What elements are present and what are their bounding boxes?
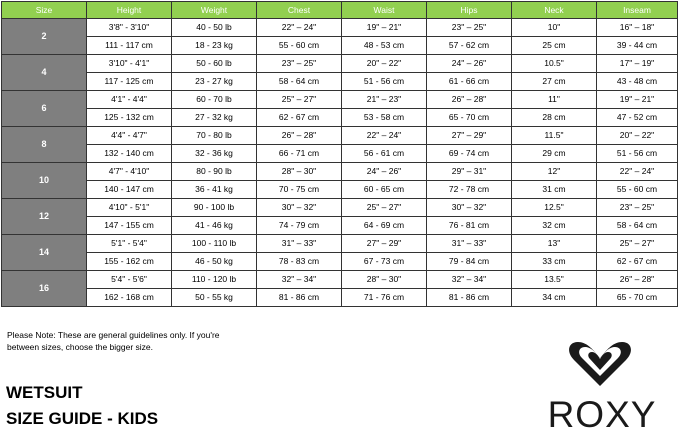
table-row — [2, 271, 678, 289]
neck-imperial-cell: 13.5" — [512, 271, 597, 289]
weight-metric-cell: 41 - 46 kg — [172, 217, 257, 235]
table-row — [2, 289, 678, 307]
weight-metric-cell: 36 - 41 kg — [172, 181, 257, 199]
inseam-metric-cell: 51 - 56 cm — [597, 145, 678, 163]
table-row — [2, 163, 678, 181]
column-header-weight: Weight — [172, 2, 257, 19]
waist-imperial-cell: 19" – 21" — [342, 19, 427, 37]
waist-imperial-cell: 22" – 24" — [342, 127, 427, 145]
waist-imperial-cell: 25" – 27" — [342, 199, 427, 217]
hips-imperial-cell: 29" – 31" — [427, 163, 512, 181]
table-body — [2, 19, 678, 307]
height-metric-cell: 140 - 147 cm — [87, 181, 172, 199]
waist-imperial-cell: 24" – 26" — [342, 163, 427, 181]
chest-metric-cell: 81 - 86 cm — [257, 289, 342, 307]
table-row — [2, 235, 678, 253]
neck-imperial-cell: 11" — [512, 91, 597, 109]
chest-imperial-cell: 32" – 34" — [257, 271, 342, 289]
weight-metric-cell: 23 - 27 kg — [172, 73, 257, 91]
hips-imperial-cell: 27" – 29" — [427, 127, 512, 145]
table-row — [2, 199, 678, 217]
title-line-1: WETSUIT — [6, 383, 83, 402]
chest-imperial-cell: 28" – 30" — [257, 163, 342, 181]
chest-imperial-cell: 22" – 24" — [257, 19, 342, 37]
weight-metric-cell: 32 - 36 kg — [172, 145, 257, 163]
height-imperial-cell: 3'8" - 3'10" — [87, 19, 172, 37]
table-row — [2, 253, 678, 271]
inseam-metric-cell: 47 - 52 cm — [597, 109, 678, 127]
table-row — [2, 217, 678, 235]
hips-metric-cell: 81 - 86 cm — [427, 289, 512, 307]
neck-metric-cell: 34 cm — [512, 289, 597, 307]
neck-metric-cell: 25 cm — [512, 37, 597, 55]
table-row — [2, 181, 678, 199]
table-row — [2, 73, 678, 91]
roxy-heart-logo-icon — [560, 340, 640, 390]
neck-metric-cell: 31 cm — [512, 181, 597, 199]
hips-metric-cell: 69 - 74 cm — [427, 145, 512, 163]
waist-imperial-cell: 27" – 29" — [342, 235, 427, 253]
height-imperial-cell: 4'7" - 4'10" — [87, 163, 172, 181]
neck-metric-cell: 32 cm — [512, 217, 597, 235]
neck-imperial-cell: 10" — [512, 19, 597, 37]
inseam-metric-cell: 39 - 44 cm — [597, 37, 678, 55]
size-cell: 10 — [2, 163, 87, 199]
hips-metric-cell: 65 - 70 cm — [427, 109, 512, 127]
inseam-imperial-cell: 26" – 28" — [597, 271, 678, 289]
hips-metric-cell: 72 - 78 cm — [427, 181, 512, 199]
inseam-imperial-cell: 22" – 24" — [597, 163, 678, 181]
height-imperial-cell: 4'4" - 4'7" — [87, 127, 172, 145]
chest-metric-cell: 78 - 83 cm — [257, 253, 342, 271]
chest-metric-cell: 70 - 75 cm — [257, 181, 342, 199]
table-row — [2, 145, 678, 163]
inseam-metric-cell: 65 - 70 cm — [597, 289, 678, 307]
weight-imperial-cell: 70 - 80 lb — [172, 127, 257, 145]
height-metric-cell: 117 - 125 cm — [87, 73, 172, 91]
inseam-imperial-cell: 20" – 22" — [597, 127, 678, 145]
hips-imperial-cell: 31" – 33" — [427, 235, 512, 253]
hips-imperial-cell: 30" – 32" — [427, 199, 512, 217]
inseam-imperial-cell: 25" – 27" — [597, 235, 678, 253]
waist-metric-cell: 53 - 58 cm — [342, 109, 427, 127]
waist-imperial-cell: 28" – 30" — [342, 271, 427, 289]
height-imperial-cell: 3'10" - 4'1" — [87, 55, 172, 73]
roxy-logo-text: ROXY — [547, 394, 657, 435]
chest-metric-cell: 74 - 79 cm — [257, 217, 342, 235]
chest-metric-cell: 62 - 67 cm — [257, 109, 342, 127]
height-metric-cell: 147 - 155 cm — [87, 217, 172, 235]
waist-metric-cell: 64 - 69 cm — [342, 217, 427, 235]
column-header-chest: Chest — [257, 2, 342, 19]
inseam-metric-cell: 62 - 67 cm — [597, 253, 678, 271]
chest-imperial-cell: 25" – 27" — [257, 91, 342, 109]
neck-metric-cell: 33 cm — [512, 253, 597, 271]
neck-imperial-cell: 10.5" — [512, 55, 597, 73]
waist-metric-cell: 48 - 53 cm — [342, 37, 427, 55]
hips-imperial-cell: 23" – 25" — [427, 19, 512, 37]
size-cell: 4 — [2, 55, 87, 91]
size-cell: 14 — [2, 235, 87, 271]
waist-metric-cell: 71 - 76 cm — [342, 289, 427, 307]
title-line-2: SIZE GUIDE - KIDS — [6, 409, 159, 428]
neck-imperial-cell: 12.5" — [512, 199, 597, 217]
size-cell: 16 — [2, 271, 87, 307]
size-cell: 8 — [2, 127, 87, 163]
hips-imperial-cell: 32" – 34" — [427, 271, 512, 289]
waist-metric-cell: 51 - 56 cm — [342, 73, 427, 91]
neck-imperial-cell: 13" — [512, 235, 597, 253]
inseam-imperial-cell: 16" – 18" — [597, 19, 678, 37]
weight-imperial-cell: 90 - 100 lb — [172, 199, 257, 217]
hips-metric-cell: 61 - 66 cm — [427, 73, 512, 91]
chest-imperial-cell: 23" – 25" — [257, 55, 342, 73]
height-metric-cell: 162 - 168 cm — [87, 289, 172, 307]
chest-metric-cell: 58 - 64 cm — [257, 73, 342, 91]
table-row — [2, 109, 678, 127]
chest-imperial-cell: 31" – 33" — [257, 235, 342, 253]
weight-imperial-cell: 100 - 110 lb — [172, 235, 257, 253]
column-header-inseam: Inseam — [597, 2, 678, 19]
waist-metric-cell: 56 - 61 cm — [342, 145, 427, 163]
size-guide-table — [1, 1, 678, 307]
column-header-hips: Hips — [427, 2, 512, 19]
height-metric-cell: 155 - 162 cm — [87, 253, 172, 271]
inseam-imperial-cell: 17" – 19" — [597, 55, 678, 73]
hips-metric-cell: 57 - 62 cm — [427, 37, 512, 55]
table-row — [2, 19, 678, 37]
table-row — [2, 37, 678, 55]
weight-metric-cell: 50 - 55 kg — [172, 289, 257, 307]
neck-metric-cell: 27 cm — [512, 73, 597, 91]
column-header-waist: Waist — [342, 2, 427, 19]
note-line-2: between sizes, choose the bigger size. — [7, 342, 154, 352]
neck-metric-cell: 29 cm — [512, 145, 597, 163]
waist-imperial-cell: 21" – 23" — [342, 91, 427, 109]
height-imperial-cell: 4'10" - 5'1" — [87, 199, 172, 217]
waist-imperial-cell: 20" – 22" — [342, 55, 427, 73]
size-cell: 6 — [2, 91, 87, 127]
weight-imperial-cell: 60 - 70 lb — [172, 91, 257, 109]
waist-metric-cell: 60 - 65 cm — [342, 181, 427, 199]
neck-imperial-cell: 11.5" — [512, 127, 597, 145]
weight-metric-cell: 18 - 23 kg — [172, 37, 257, 55]
column-header-size: Size — [2, 2, 87, 19]
chest-imperial-cell: 30" – 32" — [257, 199, 342, 217]
weight-imperial-cell: 80 - 90 lb — [172, 163, 257, 181]
hips-metric-cell: 79 - 84 cm — [427, 253, 512, 271]
inseam-metric-cell: 43 - 48 cm — [597, 73, 678, 91]
table-header-row — [2, 2, 678, 19]
waist-metric-cell: 67 - 73 cm — [342, 253, 427, 271]
table-row — [2, 127, 678, 145]
height-metric-cell: 125 - 132 cm — [87, 109, 172, 127]
weight-metric-cell: 27 - 32 kg — [172, 109, 257, 127]
neck-metric-cell: 28 cm — [512, 109, 597, 127]
table-row — [2, 91, 678, 109]
height-imperial-cell: 4'1" - 4'4" — [87, 91, 172, 109]
height-metric-cell: 111 - 117 cm — [87, 37, 172, 55]
height-imperial-cell: 5'4" - 5'6" — [87, 271, 172, 289]
note-line-1: Please Note: These are general guidelines only. If you're — [7, 330, 220, 340]
size-note — [7, 329, 307, 353]
column-header-neck: Neck — [512, 2, 597, 19]
page-title — [6, 380, 158, 432]
size-cell: 12 — [2, 199, 87, 235]
hips-metric-cell: 76 - 81 cm — [427, 217, 512, 235]
table-row — [2, 55, 678, 73]
chest-metric-cell: 66 - 71 cm — [257, 145, 342, 163]
chest-imperial-cell: 26" – 28" — [257, 127, 342, 145]
size-cell: 2 — [2, 19, 87, 55]
weight-metric-cell: 46 - 50 kg — [172, 253, 257, 271]
inseam-metric-cell: 58 - 64 cm — [597, 217, 678, 235]
height-imperial-cell: 5'1" - 5'4" — [87, 235, 172, 253]
inseam-imperial-cell: 19" – 21" — [597, 91, 678, 109]
chest-metric-cell: 55 - 60 cm — [257, 37, 342, 55]
neck-imperial-cell: 12" — [512, 163, 597, 181]
weight-imperial-cell: 50 - 60 lb — [172, 55, 257, 73]
weight-imperial-cell: 110 - 120 lb — [172, 271, 257, 289]
weight-imperial-cell: 40 - 50 lb — [172, 19, 257, 37]
inseam-imperial-cell: 23" – 25" — [597, 199, 678, 217]
column-header-height: Height — [87, 2, 172, 19]
hips-imperial-cell: 24" – 26" — [427, 55, 512, 73]
inseam-metric-cell: 55 - 60 cm — [597, 181, 678, 199]
height-metric-cell: 132 - 140 cm — [87, 145, 172, 163]
hips-imperial-cell: 26" – 28" — [427, 91, 512, 109]
